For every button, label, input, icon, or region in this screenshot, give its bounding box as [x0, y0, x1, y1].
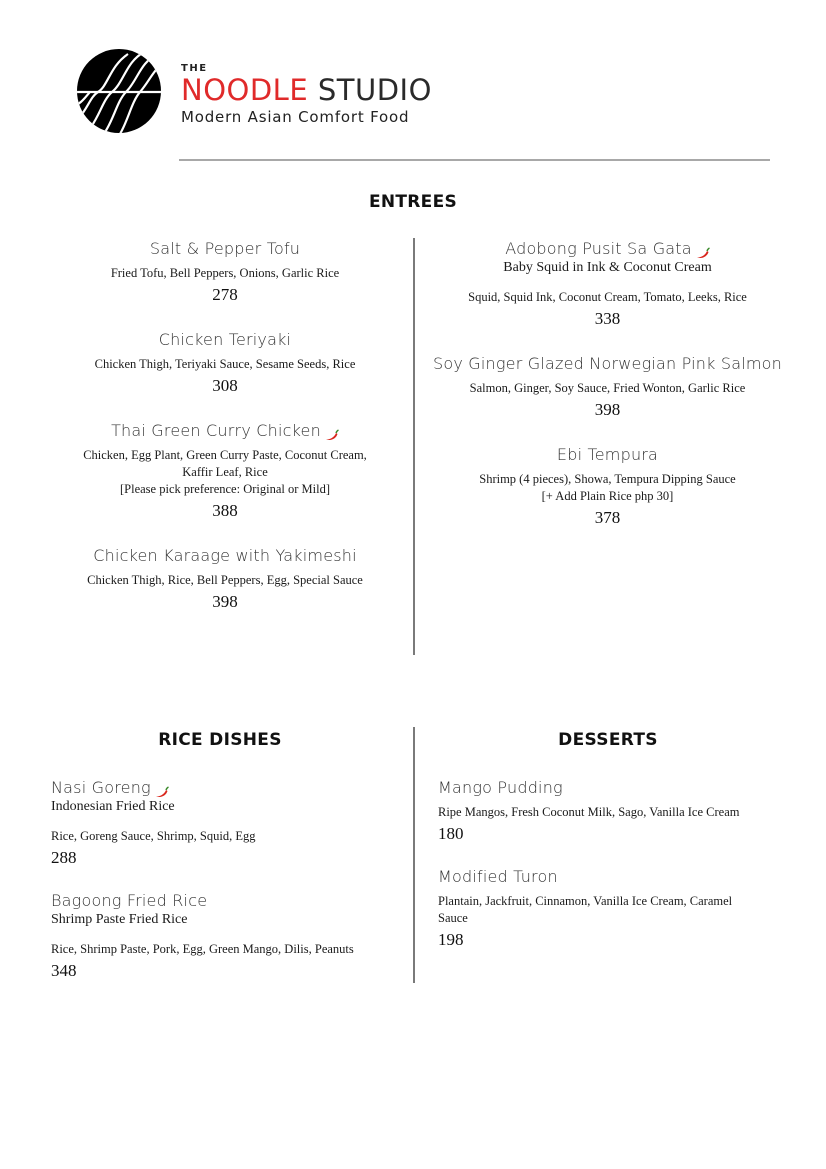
menu-item — [430, 354, 785, 421]
brand-tagline: Modern Asian Comfort Food — [181, 108, 410, 126]
menu-item-name-text: Salt & Pepper Tofu — [149, 239, 301, 258]
menu-item-price: 180 — [438, 824, 464, 843]
menu-item-description — [51, 828, 401, 845]
menu-item-price: 338 — [594, 309, 621, 328]
menu-item-price: 388 — [212, 501, 238, 520]
menu-item-name — [50, 239, 400, 259]
menu-item-name-text: Thai Green Curry Chicken — [111, 421, 321, 440]
menu-item — [50, 421, 400, 522]
chili-pepper-icon — [325, 426, 339, 438]
brand-studio: STUDIO — [317, 73, 432, 107]
header-divider — [179, 159, 770, 161]
menu-item-name — [51, 778, 401, 798]
menu-item-description — [430, 471, 785, 505]
menu-item-subtitle: Baby Squid in Ink & Coconut Cream — [503, 260, 712, 275]
menu-item-subtitle: Shrimp Paste Fried Rice — [51, 912, 188, 927]
menu-item-description-line: Squid, Squid Ink, Coconut Cream, Tomato, Leeks, Rice — [468, 290, 747, 304]
section-title-rice-dishes: RICE DISHES — [158, 730, 282, 750]
menu-item — [51, 891, 401, 982]
menu-item-description — [430, 289, 785, 306]
menu-item-name-text: Modified Turon — [438, 867, 558, 886]
noodle-circle-logo-icon — [76, 48, 162, 134]
menu-item — [438, 867, 778, 951]
menu-item-description-line: Rice, Shrimp Paste, Pork, Egg, Green Mango, Dilis, Peanuts — [51, 942, 354, 956]
menu-item-price: 378 — [594, 508, 621, 527]
chili-pepper-icon — [696, 244, 710, 256]
menu-item-description-line: Salmon, Ginger, Soy Sauce, Fried Wonton, Garlic Rice — [469, 381, 746, 395]
menu-item-name-text: Adobong Pusit Sa Gata — [505, 239, 692, 258]
menu-item-description-line: Chicken Thigh, Rice, Bell Peppers, Egg, Special Sauce — [87, 573, 363, 587]
menu-item — [438, 778, 778, 845]
menu-item-name-text: Bagoong Fried Rice — [51, 891, 208, 910]
menu-item — [430, 445, 785, 529]
entrees-left-column — [50, 239, 400, 637]
menu-item — [430, 239, 785, 330]
menu-item-description — [50, 356, 400, 373]
menu-item-name — [50, 330, 400, 350]
menu-item-subtitle: Indonesian Fried Rice — [51, 799, 175, 814]
menu-item-price: 288 — [51, 848, 77, 867]
menu-item-description-line: Kaffir Leaf, Rice — [182, 465, 268, 479]
menu-item-name-text: Ebi Tempura — [556, 445, 659, 464]
menu-item-price: 398 — [594, 400, 621, 419]
menu-item-price: 278 — [212, 285, 238, 304]
menu-item-description-line: [Please pick preference: Original or Mild] — [120, 482, 330, 496]
menu-item-price: 348 — [51, 961, 77, 980]
menu-item-description — [438, 804, 778, 821]
menu-item-description-line: Sauce — [438, 911, 468, 925]
menu-item-name — [430, 239, 785, 259]
menu-item — [51, 778, 401, 869]
menu-item-name — [51, 891, 401, 911]
menu-item-description-line: Fried Tofu, Bell Peppers, Onions, Garlic Rice — [110, 266, 340, 280]
menu-item-price: 308 — [212, 376, 238, 395]
menu-item-description-line: Plantain, Jackfruit, Cinnamon, Vanilla Ice Cream, Caramel — [438, 894, 733, 908]
rice-dishes-column — [51, 778, 401, 1004]
desserts-column — [438, 778, 778, 973]
menu-item-description-line: Ripe Mangos, Fresh Coconut Milk, Sago, Vanilla Ice Cream — [438, 805, 740, 819]
menu-item-name-text: Soy Ginger Glazed Norwegian Pink Salmon — [432, 354, 783, 373]
brand-noodle: NOODLE — [181, 73, 309, 107]
menu-item-description-line: Chicken Thigh, Teriyaki Sauce, Sesame Seeds, Rice — [94, 357, 356, 371]
menu-item-description — [50, 447, 400, 498]
menu-item-name — [50, 421, 400, 441]
section-title-desserts: DESSERTS — [558, 730, 658, 750]
menu-item-name — [438, 867, 778, 887]
menu-item-name-text: Chicken Karaage with Yakimeshi — [93, 546, 357, 565]
menu-item-description-line: Chicken, Egg Plant, Green Curry Paste, Coconut Cream, — [83, 448, 367, 462]
menu-item — [50, 330, 400, 397]
menu-item-description — [50, 265, 400, 282]
menu-item-description-line: Rice, Goreng Sauce, Shrimp, Squid, Egg — [51, 829, 256, 843]
menu-item-name — [430, 445, 785, 465]
menu-item-description — [430, 380, 785, 397]
menu-item-description — [51, 941, 401, 958]
menu-item-name-text: Nasi Goreng — [51, 778, 151, 797]
menu-item-name — [50, 546, 400, 566]
menu-item — [50, 546, 400, 613]
menu-item-name-text: Chicken Teriyaki — [158, 330, 292, 349]
menu-item-price: 198 — [438, 930, 464, 949]
menu-item-description — [50, 572, 400, 589]
menu-item — [50, 239, 400, 306]
menu-item-description — [438, 893, 778, 927]
brand-name — [181, 74, 432, 106]
lower-column-divider — [413, 727, 415, 983]
menu-item-description-line: Shrimp (4 pieces), Showa, Tempura Dipping Sauce — [479, 472, 736, 486]
menu-item-price: 398 — [212, 592, 238, 611]
brand-the: THE — [181, 63, 208, 74]
brand-wordmark — [181, 64, 432, 126]
chili-pepper-icon — [155, 783, 169, 795]
entrees-right-column — [430, 239, 785, 553]
menu-item-name-text: Mango Pudding — [438, 778, 563, 797]
section-title-entrees: ENTREES — [368, 192, 458, 212]
menu-item-name — [430, 354, 785, 374]
menu-item-description-line: [+ Add Plain Rice php 30] — [541, 489, 674, 503]
entrees-column-divider — [413, 238, 415, 655]
menu-item-name — [438, 778, 778, 798]
